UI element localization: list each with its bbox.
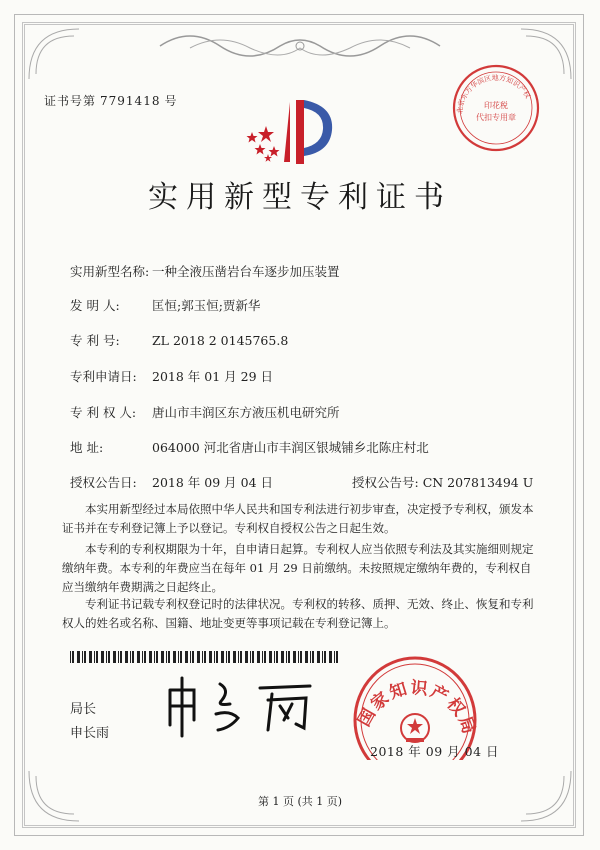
barcode-bar (173, 651, 176, 663)
barcode-bar (154, 651, 155, 663)
barcode-bar (89, 651, 92, 663)
corner-ornament-top-left (24, 24, 84, 84)
barcode-bar (204, 651, 206, 663)
barcode-bar (336, 651, 338, 663)
paragraph-1: 本实用新型经过本局依照中华人民共和国专利法进行初步审查，决定授予专利权，颁发本证书并在专利登记簿上予以登记。专利权自授权公告之日起生效。 (62, 502, 534, 535)
director-name: 申长雨 (70, 726, 110, 741)
seal-text: 国家知识产权局 (354, 678, 480, 739)
stamp-center-text-2: 代扣专用章 (476, 113, 516, 122)
certificate-number (44, 92, 181, 109)
field-inventors (70, 296, 260, 314)
barcode-bar (245, 651, 248, 663)
field-patent-number (70, 331, 288, 349)
barcode-bar (185, 651, 188, 663)
utility-model-name-value: 一种全液压凿岩台车逐步加压装置 (152, 264, 340, 279)
barcode-bar (293, 651, 296, 663)
barcode-bar (144, 651, 146, 663)
barcode-bar (322, 651, 323, 663)
barcode-bar (72, 651, 74, 663)
barcode-bar (166, 651, 167, 663)
barcode-bar (142, 651, 143, 663)
barcode-bar (197, 651, 200, 663)
barcode-bar (180, 651, 182, 663)
barcode-bar (233, 651, 236, 663)
address-label: 地 址: (70, 440, 104, 455)
barcode-bar (168, 651, 170, 663)
barcode-bar (300, 651, 302, 663)
barcode-bar (240, 651, 242, 663)
barcode-bar (252, 651, 254, 663)
barcode-bar (250, 651, 251, 663)
field-address (70, 438, 429, 456)
stamp-center-text-1: 印花税 (484, 101, 508, 110)
barcode-bar (221, 651, 224, 663)
certificate-number-value: 7791418 (100, 94, 161, 108)
cnipa-logo (238, 96, 338, 168)
grant-number (352, 473, 533, 491)
barcode-bar (274, 651, 275, 663)
barcode-bar (190, 651, 191, 663)
barcode-bar (118, 651, 119, 663)
patent-number-label: 专 利 号: (70, 333, 120, 348)
barcode-bar (130, 651, 131, 663)
barcode-bar (324, 651, 326, 663)
grant-date-value: 2018 年 09 月 04 日 (152, 475, 273, 490)
barcode-bar (125, 651, 128, 663)
barcode-bar (84, 651, 86, 663)
filing-date-value: 2018 年 01 月 29 日 (152, 369, 273, 384)
barcode-bar (161, 651, 164, 663)
barcode-bar (106, 651, 107, 663)
top-ornament (150, 26, 450, 66)
barcode-bar (209, 651, 212, 663)
barcode-bar (312, 651, 314, 663)
barcode-bar (96, 651, 98, 663)
barcode-bar (82, 651, 83, 663)
barcode-bar (262, 651, 263, 663)
seal-date: 2018 年 09 月 04 日 (370, 744, 499, 759)
utility-model-name-label: 实用新型名称: (70, 264, 150, 279)
national-emblem-icon (401, 714, 429, 742)
grant-date-label: 授权公告日: (70, 475, 137, 490)
barcode-bar (317, 651, 320, 663)
grant-number-value: CN 207813494 U (422, 475, 534, 490)
barcode-bar (286, 651, 287, 663)
barcode-bar (298, 651, 299, 663)
stamp-duty-seal (450, 62, 542, 154)
barcode-bar (334, 651, 335, 663)
barcode-bar (132, 651, 134, 663)
barcode-bar (238, 651, 239, 663)
paragraph-3: 专利证书记载专利权登记时的法律状况。专利权的转移、质押、无效、终止、恢复和专利权人的姓名或名称、国籍、地址变更等事项记载在专利登记簿上。 (62, 597, 534, 630)
barcode-bar (228, 651, 230, 663)
field-grant-date (70, 473, 534, 491)
barcode-bar (108, 651, 110, 663)
patentee-value: 唐山市丰润区东方液压机电研究所 (152, 405, 340, 420)
filing-date-label: 专利申请日: (70, 369, 137, 384)
barcode-bar (137, 651, 140, 663)
inventors-value: 匡恒;郭玉恒;贾新华 (152, 298, 261, 313)
barcode-bar (216, 651, 218, 663)
barcode-bar (214, 651, 215, 663)
barcode-bar (149, 651, 152, 663)
barcode-bar (276, 651, 278, 663)
field-utility-model-name (70, 262, 340, 280)
barcode-bar (264, 651, 266, 663)
barcode-bar (77, 651, 80, 663)
barcode-bar (281, 651, 284, 663)
barcode-bar (202, 651, 203, 663)
barcode-bar (94, 651, 95, 663)
paragraph-2: 本专利的专利权期限为十年，自申请日起算。专利权人应当依照专利法及其实施细则规定缴纳年费。本专利的年费应当在每年 01 月 29 日前缴纳。未按照规定缴纳年费的，专利权自应当缴纳年费期满之日起终止。 (62, 542, 534, 594)
barcode-bar (310, 651, 311, 663)
barcode-bar (70, 651, 71, 663)
grant-number-label: 授权公告号: (352, 475, 419, 490)
barcode-bar (329, 651, 332, 663)
barcode-bar (269, 651, 272, 663)
barcode-bar (156, 651, 158, 663)
barcode-bar (226, 651, 227, 663)
page-number: 第 1 页 (共 1 页) (257, 795, 343, 808)
certificate-number-label: 证书号第 (44, 94, 97, 108)
patentee-label: 专 利 权 人: (70, 405, 137, 420)
address-value: 064000 河北省唐山市丰润区银城铺乡北陈庄村北 (152, 440, 429, 455)
barcode-bar (288, 651, 290, 663)
barcode-bar (178, 651, 179, 663)
stamp-ring-text: 北京东方华滨区地方知识产权 (455, 73, 532, 115)
barcode-bar (120, 651, 122, 663)
barcode-bar (192, 651, 194, 663)
director-title: 局长 (70, 702, 97, 717)
certificate-number-suffix: 号 (164, 94, 178, 108)
certificate-title: 实用新型专利证书 (148, 180, 452, 215)
barcode-bar (305, 651, 308, 663)
barcode-bar (101, 651, 104, 663)
barcode-bar (113, 651, 116, 663)
inventors-label: 发 明 人: (70, 298, 120, 313)
handwritten-signature (160, 670, 330, 740)
barcode (70, 651, 340, 663)
barcode-bar (257, 651, 260, 663)
patent-number-value: ZL 2018 2 0145765.8 (152, 333, 289, 348)
field-patentee (70, 403, 340, 421)
field-filing-date (70, 367, 273, 385)
